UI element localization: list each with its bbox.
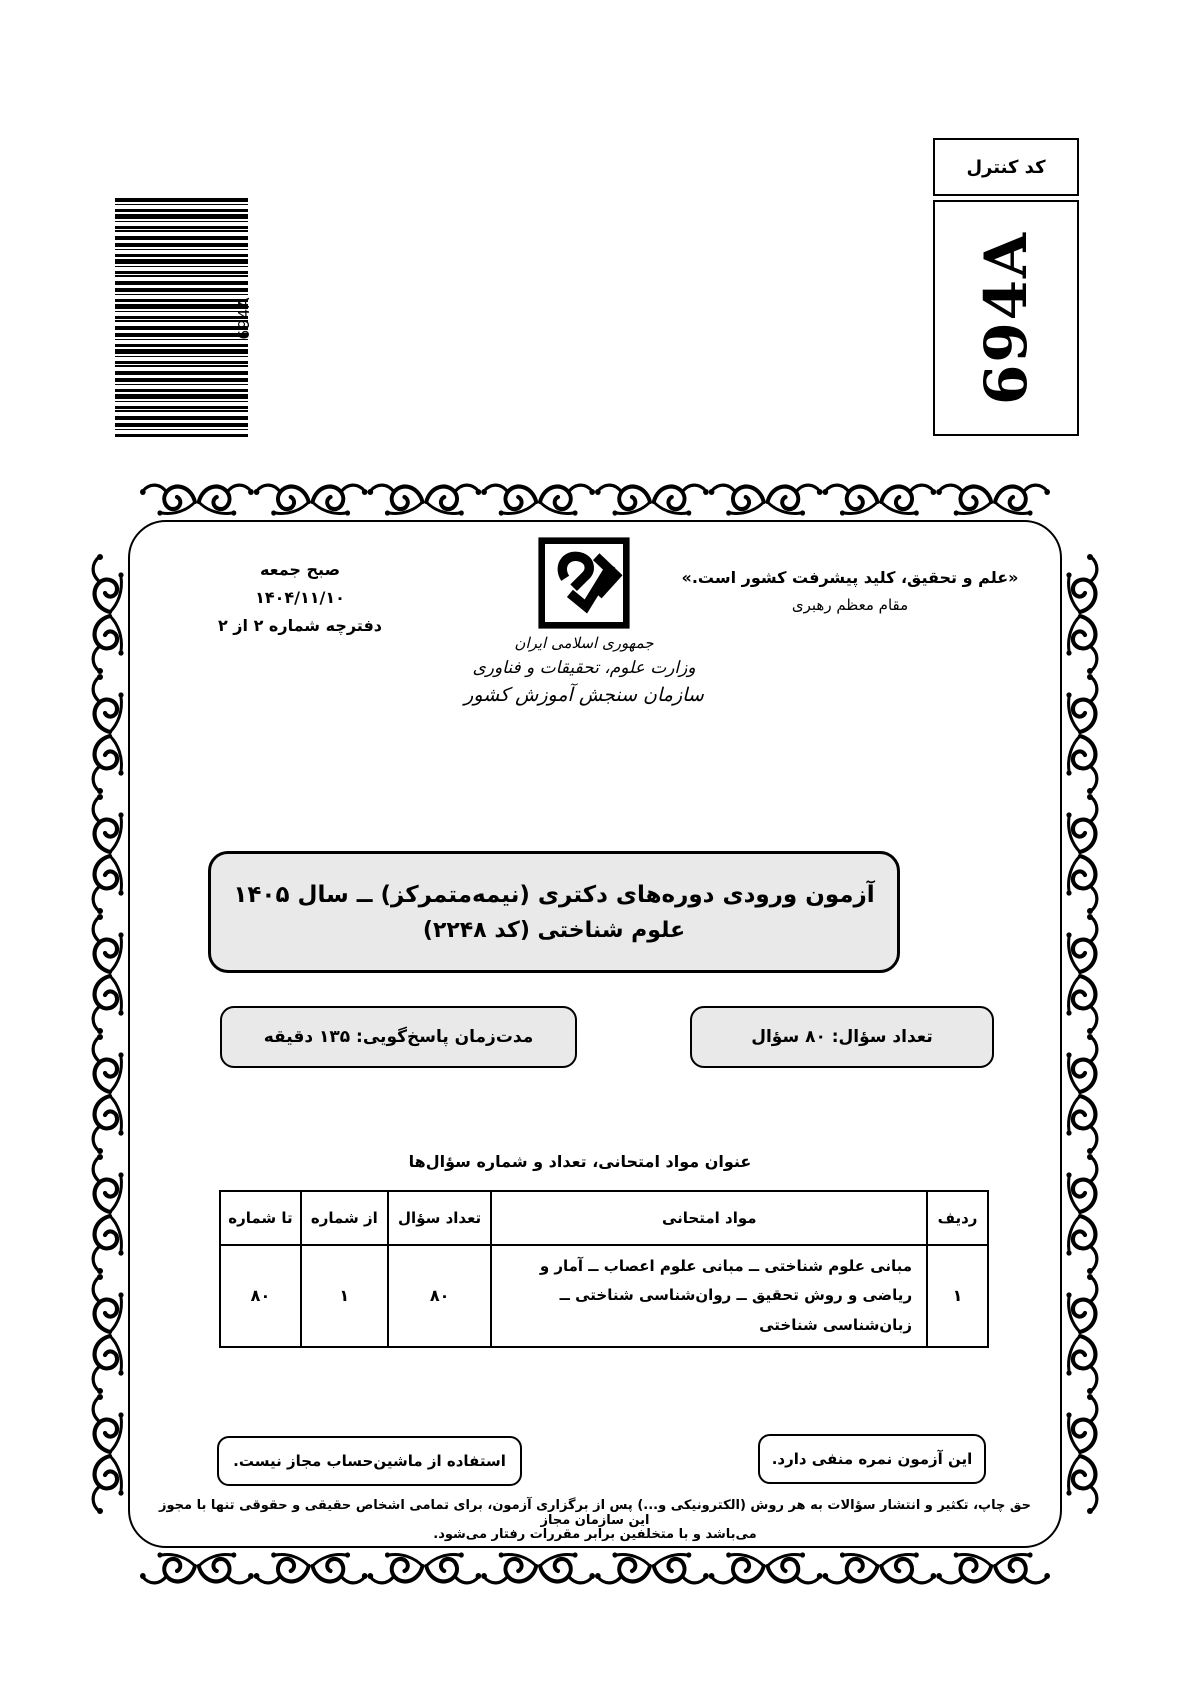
session-time: صبح جمعه bbox=[259, 560, 341, 579]
ornament-border-top bbox=[140, 476, 1050, 520]
cell-to-number: ۸۰ bbox=[220, 1245, 301, 1347]
cell-subjects: مبانی علوم شناختی ــ مبانی علوم اعصاب ــ آمار و ریاضی و روش تحقیق ــ روان‌شناسی شناختی ــ زبان‌شناسی شناختی bbox=[491, 1245, 927, 1347]
sanjesh-logo-icon bbox=[537, 536, 631, 630]
org-line-ministry: وزارت علوم، تحقیقات و فناوری bbox=[472, 658, 696, 678]
org-line-country: جمهوری اسلامی ایران bbox=[514, 634, 654, 652]
col-header-from-number: از شماره bbox=[301, 1191, 388, 1245]
ornament-border-bottom bbox=[140, 1548, 1050, 1592]
ornament-border-left bbox=[84, 554, 128, 1514]
copyright-line2: می‌باشد و با متخلفین برابر مقررات رفتار می‌شود. bbox=[433, 1527, 757, 1542]
col-header-subjects: مواد امتحانی bbox=[491, 1191, 927, 1245]
organization-block bbox=[434, 634, 734, 706]
table-row bbox=[220, 1245, 988, 1347]
exam-title-line1: آزمون ورودی دوره‌های دکتری (نیمه‌متمرکز) ــ سال ۱۴۰۵ bbox=[233, 881, 875, 908]
cell-question-count: ۸۰ bbox=[388, 1245, 492, 1347]
quote-text: «علم و تحقیق، کلید پیشرفت کشور است.» bbox=[681, 568, 1019, 587]
exam-title-box bbox=[208, 851, 900, 973]
exam-title-line2: علوم شناختی (کد ۲۲۴۸) bbox=[422, 917, 686, 943]
quote-attribution: مقام معظم رهبری bbox=[791, 596, 909, 614]
negative-score-text: این آزمون نمره منفی دارد. bbox=[771, 1450, 973, 1468]
org-line-sanjesh: سازمان سنجش آموزش کشور bbox=[464, 684, 704, 706]
question-count-box bbox=[690, 1006, 994, 1068]
calculator-notice-text: استفاده از ماشین‌حساب مجاز نیست. bbox=[233, 1452, 506, 1470]
col-header-to-number: تا شماره bbox=[220, 1191, 301, 1245]
ornament-border-right bbox=[1062, 554, 1106, 1514]
control-code-label-box bbox=[933, 138, 1079, 196]
header-quote-block bbox=[650, 568, 1050, 614]
cell-from-number: ۱ bbox=[301, 1245, 388, 1347]
question-count-text: تعداد سؤال: ۸۰ سؤال bbox=[751, 1027, 933, 1047]
control-code-value-box bbox=[933, 200, 1079, 436]
table-caption: عنوان مواد امتحانی، تعداد و شماره سؤال‌ها bbox=[408, 1152, 752, 1171]
cell-row-number: ۱ bbox=[927, 1245, 988, 1347]
exam-date: ۱۴۰۴/۱۱/۱۰ bbox=[255, 588, 345, 607]
booklet-number: دفترچه شماره ۲ از ۲ bbox=[217, 616, 383, 635]
duration-text: مدت‌زمان پاسخ‌گویی: ۱۳۵ دقیقه bbox=[263, 1027, 534, 1047]
barcode-label: 694A bbox=[235, 296, 253, 340]
control-code-value: 694A bbox=[972, 230, 1041, 406]
copyright-line1: حق چاپ، تکثیر و انتشار سؤالات به هر روش (الکترونیکی و...) پس از برگزاری آزمون، برای تمامی اشخاص حقیقی و حقوقی تنها با مجوز این سازمان مجاز bbox=[159, 1498, 1031, 1528]
header-date-block bbox=[178, 556, 422, 640]
col-header-question-count: تعداد سؤال bbox=[388, 1191, 492, 1245]
exam-materials-table bbox=[219, 1190, 989, 1348]
control-code-label: کد کنترل bbox=[966, 156, 1046, 178]
negative-score-notice-box bbox=[758, 1434, 986, 1484]
duration-box bbox=[220, 1006, 577, 1068]
col-header-row-number: ردیف bbox=[927, 1191, 988, 1245]
calculator-notice-box bbox=[217, 1436, 522, 1486]
table-header-row bbox=[220, 1191, 988, 1245]
